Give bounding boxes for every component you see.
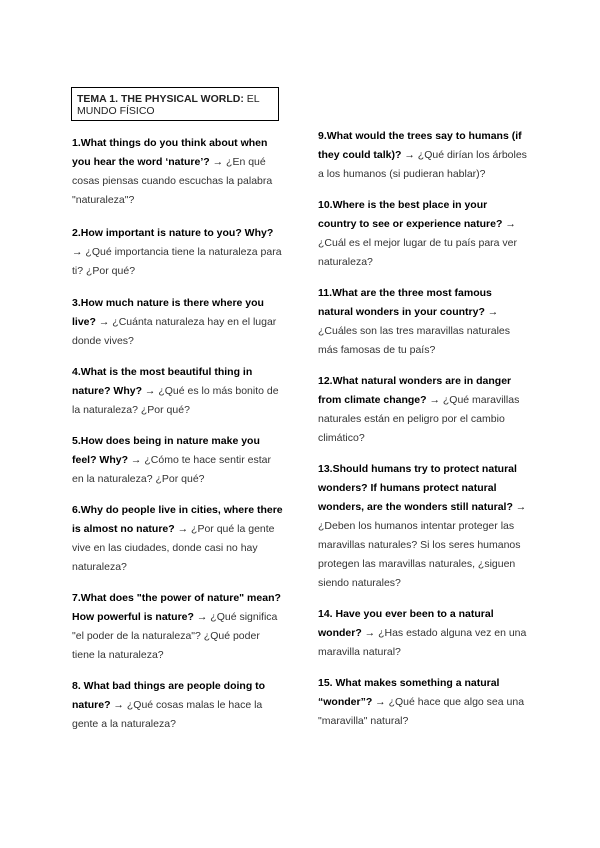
answer-text: ¿Qué cosas malas le hace la gente a la naturaleza? xyxy=(72,699,263,730)
question-7 xyxy=(72,589,284,665)
answer-text: ¿Cuánta naturaleza hay en el lugar donde vives? xyxy=(72,316,277,347)
left-column xyxy=(72,134,284,734)
page-title xyxy=(71,87,279,121)
question-text: 1.What things do you think about when you hear the word ‘nature’? xyxy=(72,137,268,168)
question-text: 9.What would the trees say to humans (if they could talk)? xyxy=(318,130,522,161)
question-text: 15. What makes something a natural “wonder”? xyxy=(318,677,500,708)
arrow-icon: → xyxy=(372,696,389,708)
question-text: 7.What does "the power of nature" mean? How powerful is nature? xyxy=(72,592,281,623)
answer-text: ¿Por qué la gente vive en las ciudades, donde casi no hay naturaleza? xyxy=(72,523,275,573)
answer-text: ¿Qué significa "el poder de la naturaleza"? ¿Qué poder tiene la naturaleza? xyxy=(72,611,278,661)
question-5 xyxy=(72,432,284,489)
arrow-icon: → xyxy=(484,306,499,318)
question-text: 11.What are the three most famous natural wonders in your country? xyxy=(318,287,492,318)
arrow-icon: → xyxy=(401,149,418,161)
question-6 xyxy=(72,501,284,577)
answer-text: ¿Qué importancia tiene la naturaleza para ti? ¿Por qué? xyxy=(72,246,282,277)
arrow-icon: → xyxy=(502,218,516,230)
answer-text: ¿Deben los humanos intentar proteger las maravillas naturales? Si los seres humanos protegen las maravillas naturales, ¿siguen siendo naturales? xyxy=(318,520,521,589)
question-4 xyxy=(72,363,284,420)
question-text: 12.What natural wonders are in danger from climate change? xyxy=(318,375,512,406)
question-3 xyxy=(72,294,284,351)
arrow-icon: → xyxy=(512,501,527,513)
question-text: 5.How does being in nature make you feel? Why? xyxy=(72,435,260,466)
question-2 xyxy=(72,224,284,281)
answer-text: ¿Cuáles son las tres maravillas naturales más famosas de tu país? xyxy=(318,325,510,356)
arrow-icon: → xyxy=(209,156,227,168)
question-text: 10.Where is the best place in your country to see or experience nature? xyxy=(318,199,503,230)
question-text: 14. Have you ever been to a natural wonder? xyxy=(318,608,494,639)
arrow-icon: → xyxy=(426,394,443,406)
title-bold: TEMA 1. THE PHYSICAL WORLD: xyxy=(77,93,244,105)
answer-text: ¿Cómo te hace sentir estar en la naturaleza? ¿Por qué? xyxy=(72,454,271,485)
question-13 xyxy=(318,460,528,593)
question-text: 8. What bad things are people doing to nature? xyxy=(72,680,266,711)
answer-text: ¿Qué hace que algo sea una "maravilla" natural? xyxy=(318,696,525,727)
arrow-icon: → xyxy=(72,246,86,258)
question-14 xyxy=(318,605,528,662)
answer-text: ¿Qué es lo más bonito de la naturaleza? ¿Por qué? xyxy=(72,385,279,416)
question-9 xyxy=(318,127,528,184)
title-rest: EL MUNDO FÍSICO xyxy=(77,93,260,117)
question-text: 4.What is the most beautiful thing in nature? Why? xyxy=(72,366,253,397)
right-column xyxy=(318,127,528,731)
arrow-icon: → xyxy=(193,611,211,623)
question-text: 3.How much nature is there where you live? xyxy=(72,297,264,328)
question-12 xyxy=(318,372,528,448)
answer-text: ¿Qué dirían los árboles a los humanos (si pudieran hablar)? xyxy=(318,149,527,180)
arrow-icon: → xyxy=(95,316,113,328)
arrow-icon: → xyxy=(361,627,379,639)
arrow-icon: → xyxy=(110,699,127,711)
question-15 xyxy=(318,674,528,731)
question-text: 13.Should humans try to protect natural wonders? If humans protect natural wonders, are the wonders still natural? xyxy=(318,463,517,513)
answer-text: ¿En qué cosas piensas cuando escuchas la palabra "naturaleza"? xyxy=(72,156,273,206)
answer-text: ¿Cuál es el mejor lugar de tu país para ver naturaleza? xyxy=(318,237,518,268)
arrow-icon: → xyxy=(128,454,145,466)
answer-text: ¿Has estado alguna vez en una maravilla natural? xyxy=(318,627,527,658)
arrow-icon: → xyxy=(142,385,159,397)
question-11 xyxy=(318,284,528,360)
question-text: 6.Why do people live in cities, where there is almost no nature? xyxy=(72,504,283,535)
question-10 xyxy=(318,196,528,272)
question-text: 2.How important is nature to you? Why? xyxy=(72,227,274,239)
question-8 xyxy=(72,677,284,734)
answer-text: ¿Qué maravillas naturales están en peligro por el cambio climático? xyxy=(318,394,520,444)
arrow-icon: → xyxy=(174,523,192,535)
question-1 xyxy=(72,134,284,210)
